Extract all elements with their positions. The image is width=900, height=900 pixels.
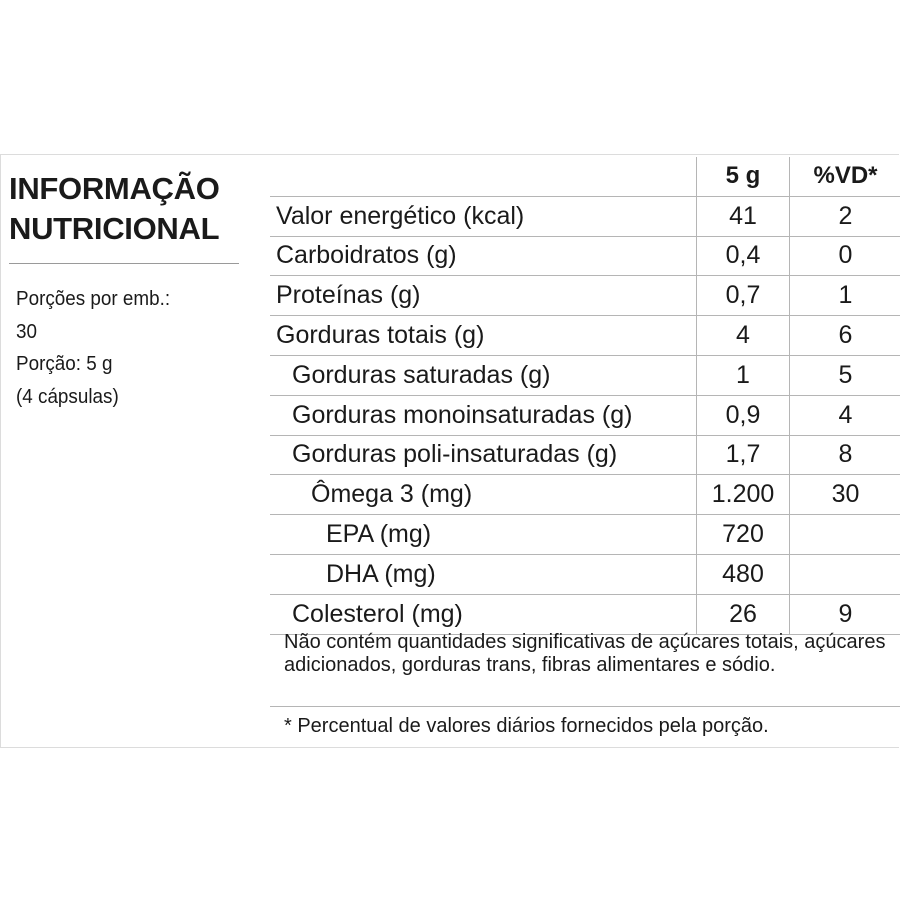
title-line-2: NUTRICIONAL xyxy=(9,211,220,246)
servings-per-package-value: 30 xyxy=(16,319,37,343)
nutrient-name: Gorduras poli-insaturadas (g) xyxy=(292,440,618,469)
table-row xyxy=(270,515,900,555)
nutrient-quantity: 0,7 xyxy=(696,276,789,315)
title-line-1: INFORMAÇÃO xyxy=(9,171,220,206)
nutrient-name: Gorduras saturadas (g) xyxy=(292,360,551,389)
nutrient-name: Proteínas (g) xyxy=(276,281,421,310)
nutrient-daily-value: 1 xyxy=(789,276,900,315)
nutrient-name: DHA (mg) xyxy=(326,559,436,588)
nutrient-name: Gorduras totais (g) xyxy=(276,321,485,350)
header-daily-value: %VD* xyxy=(789,157,900,196)
header-quantity: 5 g xyxy=(696,157,789,196)
table-row xyxy=(270,197,900,237)
nutrient-name: Valor energético (kcal) xyxy=(276,201,525,230)
nutrient-daily-value xyxy=(789,515,900,554)
title-divider xyxy=(9,263,239,264)
table-body xyxy=(270,197,900,635)
daily-value-footnote: * Percentual de valores diários fornecidos pela porção. xyxy=(284,715,769,737)
not-significant-note: Não contém quantidades significativas de açúcares totais, açúcares adicionados, gorduras trans, fibras alimentares e sódio. xyxy=(270,623,900,707)
table-row xyxy=(270,276,900,316)
table-row xyxy=(270,237,900,277)
table-row xyxy=(270,356,900,396)
nutrient-daily-value: 8 xyxy=(789,436,900,475)
serving-size: Porção: 5 g xyxy=(16,352,113,375)
serving-size-detail: (4 cápsulas) xyxy=(16,384,119,408)
table-row xyxy=(270,436,900,476)
label-title xyxy=(9,169,220,249)
label-notes xyxy=(270,623,900,738)
nutrient-quantity: 41 xyxy=(696,197,789,236)
table-row xyxy=(270,555,900,595)
nutrition-table xyxy=(270,157,900,635)
nutrient-daily-value: 30 xyxy=(789,475,900,514)
nutrient-name: Colesterol (mg) xyxy=(292,599,463,628)
nutrient-quantity: 720 xyxy=(696,515,789,554)
nutrient-daily-value: 9 xyxy=(789,595,900,634)
nutrient-quantity: 1 xyxy=(696,356,789,395)
nutrient-quantity: 26 xyxy=(696,595,789,634)
nutrient-name: Gorduras monoinsaturadas (g) xyxy=(292,400,633,429)
table-row xyxy=(270,475,900,515)
nutrient-daily-value: 0 xyxy=(789,237,900,276)
nutrient-daily-value xyxy=(789,555,900,594)
nutrient-name: Ômega 3 (mg) xyxy=(311,480,473,509)
portion-info xyxy=(16,283,170,413)
nutrient-quantity: 1,7 xyxy=(696,436,789,475)
table-row xyxy=(270,316,900,356)
nutrition-facts-label xyxy=(0,154,899,748)
nutrient-daily-value: 5 xyxy=(789,356,900,395)
servings-per-package-label: Porções por emb.: xyxy=(16,287,171,310)
nutrient-quantity: 1.200 xyxy=(696,475,789,514)
table-header-row xyxy=(270,157,900,197)
nutrient-daily-value: 6 xyxy=(789,316,900,355)
table-row xyxy=(270,396,900,436)
nutrient-name: Carboidratos (g) xyxy=(276,241,457,270)
nutrient-quantity: 0,4 xyxy=(696,237,789,276)
nutrient-quantity: 480 xyxy=(696,555,789,594)
nutrient-quantity: 0,9 xyxy=(696,396,789,435)
nutrient-daily-value: 2 xyxy=(789,197,900,236)
nutrient-name: EPA (mg) xyxy=(326,520,432,549)
nutrient-quantity: 4 xyxy=(696,316,789,355)
nutrient-daily-value: 4 xyxy=(789,396,900,435)
